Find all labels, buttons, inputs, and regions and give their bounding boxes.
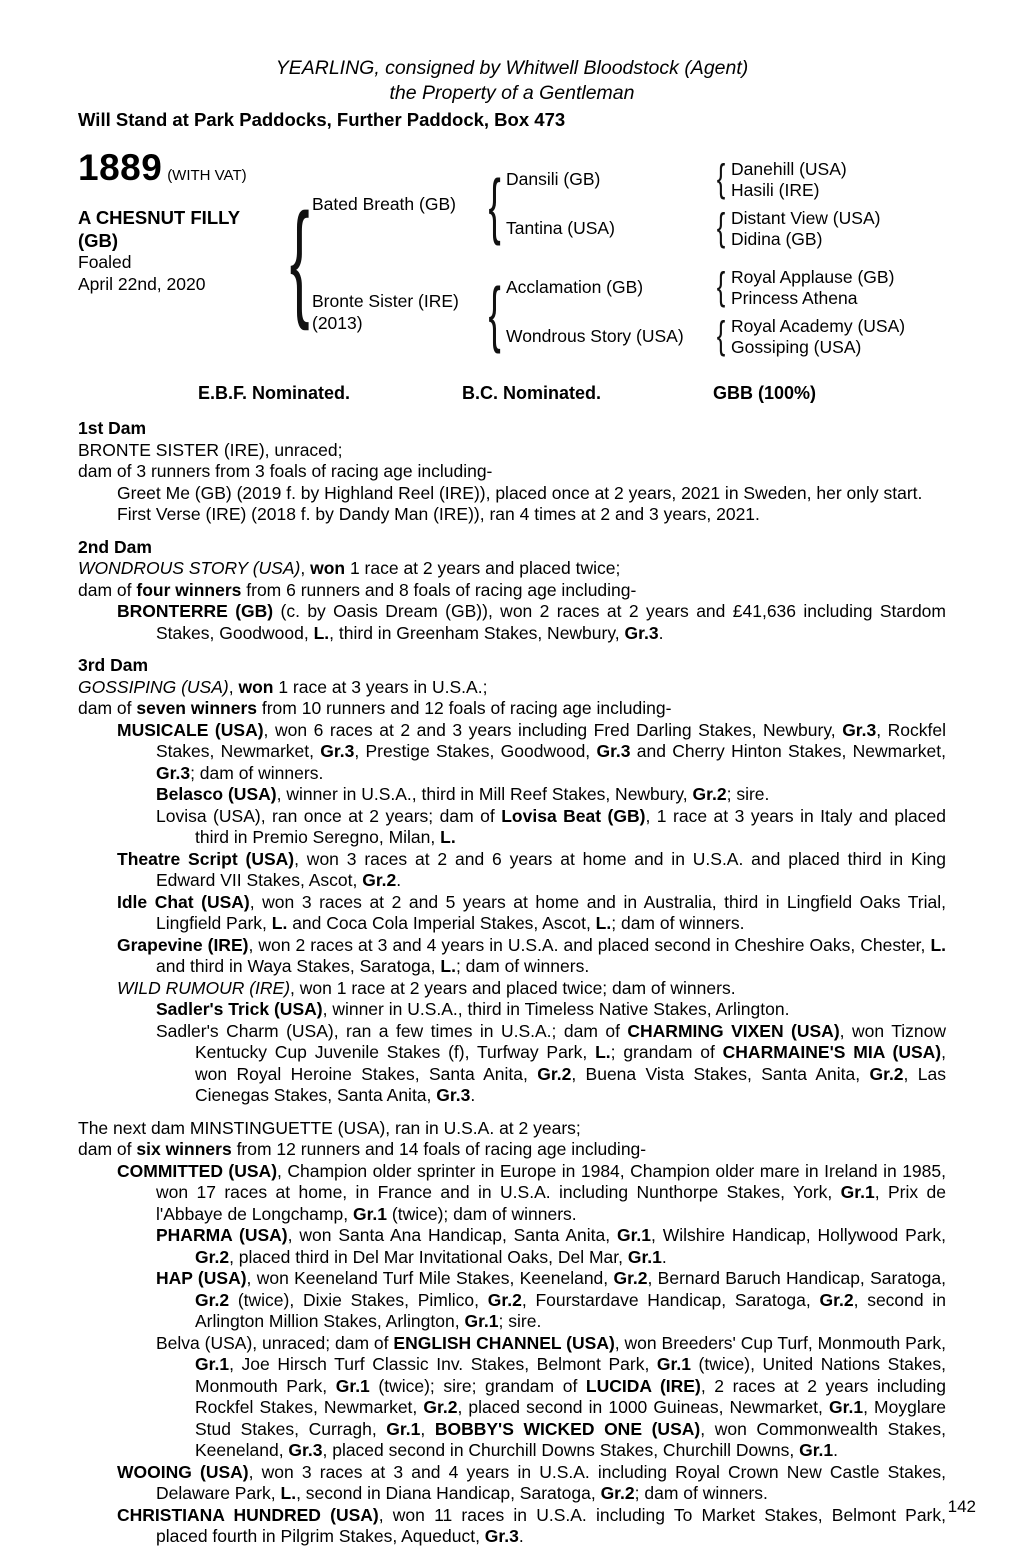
- maternal-grandsire-name: Acclamation (GB): [506, 277, 644, 298]
- text-run: and third in Waya Stakes, Saratoga,: [156, 956, 441, 976]
- dam-section-heading: 3rd Dam: [78, 655, 149, 675]
- text-run: The next dam MINSTINGUETTE (USA), ran in U.S.A. at 2 years;: [78, 1117, 581, 1138]
- emphasized-text: MUSICALE (USA): [117, 719, 264, 740]
- pedigree-paragraph: [78, 698, 946, 720]
- text-run: dam of: [78, 579, 137, 600]
- emphasized-text: L.: [595, 913, 612, 933]
- text-run: 1 race at 3 years in U.S.A.;: [273, 676, 488, 697]
- text-run: , Rockfel Stakes, Newmarket,: [156, 719, 947, 761]
- text-run: , Prix de l'Abbaye de Longchamp,: [156, 1182, 946, 1224]
- emphasized-text: Gr.3: [288, 1440, 323, 1460]
- emphasized-text: L.: [440, 956, 456, 976]
- text-run: , won 3 races at 3 and 4 years in U.S.A. including Royal Crown New Castle Stakes, Delaware Park,: [156, 1461, 946, 1503]
- emphasized-text: L.: [271, 913, 288, 933]
- paternal-granddam-name: Tantina (USA): [506, 218, 615, 239]
- emphasized-text: Lovisa Beat (GB): [501, 805, 646, 826]
- ebf-nomination: E.B.F. Nominated.: [198, 382, 351, 403]
- text-run: BRONTE SISTER (IRE), unraced;: [78, 439, 343, 460]
- text-run: 1 race at 2 years and placed twice;: [345, 558, 621, 578]
- emphasized-text: won: [238, 676, 274, 697]
- emphasized-text: six winners: [136, 1139, 232, 1159]
- pedigree-brace-outer-icon: [288, 224, 312, 294]
- text-run: , won Tiznow Kentucky Cup Juvenile Stakes (f), Turfway Park,: [195, 1020, 946, 1062]
- pedigree-paragraph: [78, 1225, 946, 1268]
- emphasized-text: Gr.2: [487, 1289, 522, 1310]
- maternal-granddam-name: Wondrous Story (USA): [506, 326, 684, 347]
- paternal-grandsire-branch: [506, 159, 880, 202]
- emphasized-text: Gr.3: [156, 762, 191, 783]
- pedigree-tree: [288, 151, 905, 367]
- emphasized-text: Gr.3: [624, 622, 659, 643]
- pedigree-brace-sire-icon: [484, 182, 506, 228]
- text-run: and Coca Cola Imperial Stakes, Ascot,: [287, 913, 596, 933]
- text-run: , 1 race at 3 years in Italy and placed third in Premio Seregno, Milan,: [195, 805, 946, 847]
- dam-section-heading: 2nd Dam: [78, 536, 152, 557]
- emphasized-text: Gr.2: [195, 1289, 230, 1310]
- dam-name-suffix: (2013): [312, 312, 363, 333]
- text-run: , Wilshire Handicap, Hollywood Park,: [651, 1225, 946, 1245]
- text-run: (twice), United Nations Stakes, Monmouth Park,: [195, 1354, 947, 1396]
- emphasized-text: Idle Chat (USA): [117, 891, 250, 912]
- emphasized-text: Gr.1: [386, 1418, 421, 1439]
- text-run: , Bernard Baruch Handicap, Saratoga,: [647, 1268, 946, 1288]
- emphasized-text: won: [310, 558, 346, 578]
- emphasized-text: Gr.1: [799, 1440, 834, 1460]
- text-run: from 12 runners and 14 foals of racing age including-: [231, 1139, 647, 1159]
- text-run: ; sire.: [498, 1311, 542, 1331]
- foaled-date: April 22nd, 2020: [78, 273, 206, 294]
- text-run: , second in Arlington Million Stakes, Arlington,: [195, 1289, 947, 1331]
- pedigree-paragraph: [78, 1268, 946, 1333]
- great-grandparent-name: Royal Academy (USA): [731, 315, 906, 336]
- consignor-line: YEARLING, consigned by Whitwell Bloodstock (Agent): [275, 57, 749, 79]
- sire-branch: [312, 156, 905, 254]
- text-run: .: [658, 622, 664, 643]
- emphasized-text: COMMITTED (USA): [117, 1160, 278, 1181]
- pedigree-paragraph: [78, 677, 946, 699]
- great-grandparent-name: Didina (GB): [731, 229, 823, 249]
- great-grandparents: [731, 208, 880, 251]
- pedigree-paragraph: [78, 461, 946, 483]
- pedigree-paragraph: [78, 806, 946, 849]
- text-run: , third in Greenham Stakes, Newbury,: [329, 622, 625, 643]
- text-run: ,: [228, 676, 239, 697]
- emphasized-text: Gr.3: [436, 1085, 471, 1105]
- text-run: First Verse (IRE) (2018 f. by Dandy Man (IRE)), ran 4 times at 2 and 3 years, 2021.: [117, 504, 760, 524]
- pedigree-paragraph: [78, 1505, 946, 1548]
- emphasized-text: CHRISTIANA HUNDRED (USA): [117, 1504, 379, 1525]
- text-run: , won Keeneland Turf Mile Stakes, Keeneland,: [246, 1268, 614, 1288]
- emphasized-text: Gr.2: [692, 784, 727, 804]
- text-run: , won 3 races at 2 and 5 years at home and in Australia, third in Lingfield Oaks Trial, Lingfield Park,: [156, 891, 946, 933]
- emphasized-text: ENGLISH CHANNEL (USA): [393, 1332, 615, 1353]
- text-run: Greet Me (GB) (2019 f. by Highland Reel (IRE)), placed once at 2 years, 2021 in Sweden, her only start.: [117, 482, 923, 503]
- text-run: , won Royal Heroine Stakes, Santa Anita,: [195, 1042, 946, 1084]
- pedigree-paragraph: [78, 1462, 946, 1505]
- pedigree-paragraph: [78, 601, 946, 644]
- dam-name: [312, 291, 484, 334]
- text-run: Sadler's Charm (USA), ran a few times in U.S.A.; dam of: [156, 1020, 628, 1041]
- pedigree-paragraph: [78, 999, 946, 1021]
- text-run: dam of: [78, 698, 137, 718]
- great-grandparents: [731, 267, 894, 310]
- emphasized-text: Gr.1: [195, 1354, 230, 1374]
- emphasized-text: Gr.2: [423, 1397, 458, 1417]
- pedigree-paragraph: [78, 483, 946, 505]
- pedigree-paragraph: [78, 558, 946, 580]
- emphasized-text: Gr.1: [335, 1375, 370, 1396]
- emphasized-text: Gr.1: [352, 1203, 388, 1224]
- text-run: from 6 runners and 8 foals of racing age including-: [241, 579, 637, 600]
- emphasized-text: Grapevine (IRE): [117, 934, 249, 955]
- sire-parents-column: [506, 156, 880, 254]
- emphasized-text: WILD RUMOUR (IRE): [117, 977, 291, 998]
- paternal-granddam-branch: [506, 208, 880, 251]
- emphasized-text: Gr.3: [320, 741, 355, 761]
- emphasized-text: Gr.2: [869, 1063, 904, 1084]
- emphasized-text: Theatre Script (USA): [117, 848, 295, 869]
- pedigree-brace-icon: [711, 165, 731, 195]
- page-number: 142: [947, 1497, 976, 1516]
- emphasized-text: WONDROUS STORY (USA): [78, 558, 301, 578]
- text-run: and Cherry Hinton Stakes, Newmarket,: [630, 741, 946, 761]
- pedigree-brace-icon: [711, 214, 731, 244]
- lot-vat-note: (WITH VAT): [167, 166, 247, 184]
- text-run: .: [833, 1440, 839, 1460]
- emphasized-text: CHARMING VIXEN (USA): [627, 1020, 840, 1041]
- text-run: , Prestige Stakes, Goodwood,: [354, 741, 597, 761]
- great-grandparents: [731, 316, 905, 359]
- emphasized-text: BOBBY'S WICKED ONE (USA): [434, 1418, 701, 1439]
- text-run: .: [396, 870, 402, 890]
- text-run: , Fourstardave Handicap, Saratoga,: [521, 1289, 820, 1310]
- pedigree-paragraph: [78, 1021, 946, 1107]
- pedigree-brace-icon: [711, 322, 731, 352]
- emphasized-text: Gr.1: [616, 1225, 652, 1245]
- text-run: , Joe Hirsch Turf Classic Inv. Stakes, Belmont Park,: [229, 1354, 657, 1374]
- nominations-row: [78, 383, 946, 405]
- text-run: , won 2 races at 3 and 4 years in U.S.A. and placed second in Cheshire Oaks, Chester,: [248, 934, 931, 955]
- emphasized-text: L.: [440, 827, 456, 847]
- great-grandparent-name: Princess Athena: [731, 288, 858, 308]
- text-run: , placed third in Del Mar Invitational Oaks, Del Mar,: [229, 1246, 628, 1267]
- emphasized-text: Gr.1: [464, 1311, 499, 1331]
- emphasized-text: Belasco (USA): [156, 784, 277, 804]
- text-run: .: [661, 1246, 667, 1267]
- emphasized-text: L.: [280, 1483, 297, 1503]
- property-line: the Property of a Gentleman: [389, 82, 635, 104]
- emphasized-text: Gr.1: [840, 1182, 875, 1202]
- text-run: (c. by Oasis Dream (GB)), won 2 races at 2 years and £41,636 including Stardom Stakes, Goodwood,: [156, 601, 946, 643]
- text-run: ; dam of winners.: [634, 1483, 768, 1503]
- dam-section-heading: 1st Dam: [78, 418, 147, 438]
- location-line: Will Stand at Park Paddocks, Further Paddock, Box 473: [78, 109, 566, 130]
- pedigree-paragraph: [78, 892, 946, 935]
- pedigree-brace-dam-icon: [484, 290, 506, 336]
- dam-branch: [312, 264, 905, 362]
- emphasized-text: L.: [595, 1042, 611, 1062]
- text-run: ; dam of winners.: [455, 956, 590, 976]
- text-run: , won Santa Ana Handicap, Santa Anita,: [287, 1225, 617, 1245]
- text-run: , winner in U.S.A., third in Timeless Native Stakes, Arlington.: [322, 999, 790, 1019]
- emphasized-text: Gr.3: [484, 1526, 519, 1546]
- text-run: ,: [300, 558, 311, 578]
- emphasized-text: seven winners: [136, 698, 257, 718]
- paternal-grandsire-name: Dansili (GB): [506, 169, 601, 190]
- great-grandparent-name: Danehill (USA): [731, 158, 847, 179]
- emphasized-text: Gr.2: [195, 1246, 230, 1267]
- text-run: .: [518, 1526, 524, 1546]
- text-run: (twice), Dixie Stakes, Pimlico,: [229, 1289, 488, 1310]
- emphasized-text: CHARMAINE'S MIA (USA): [722, 1042, 942, 1062]
- maternal-granddam-branch: [506, 316, 905, 359]
- text-run: , placed second in Churchill Downs Stakes, Churchill Downs,: [322, 1440, 800, 1460]
- text-run: , won 3 races at 2 and 6 years at home and in U.S.A. and placed third in King Edward VII Stakes, Ascot,: [156, 848, 947, 890]
- dam-name-text: Bronte Sister (IRE): [312, 291, 459, 311]
- sire-name: [312, 194, 484, 216]
- sire-name-text: Bated Breath (GB): [312, 193, 456, 214]
- horse-description-line1: A CHESNUT FILLY: [78, 207, 241, 228]
- great-grandparent-name: Distant View (USA): [731, 207, 881, 228]
- lot-block: [78, 146, 288, 367]
- emphasized-text: Gr.1: [656, 1354, 691, 1374]
- great-grandparent-name: Gossiping (USA): [731, 337, 862, 357]
- text-run: ; sire.: [726, 784, 770, 804]
- text-run: , won 1 race at 2 years and placed twice; dam of winners.: [290, 977, 736, 998]
- horse-description-line2: (GB): [78, 230, 119, 251]
- pedigree-paragraph: [78, 935, 946, 978]
- pedigree-paragraph: [78, 1118, 946, 1140]
- pedigree-paragraph: [78, 504, 946, 526]
- emphasized-text: BRONTERRE (GB): [117, 601, 274, 621]
- text-run: , placed second in 1000 Guineas, Newmarket,: [457, 1397, 829, 1417]
- emphasized-text: HAP (USA): [156, 1268, 247, 1288]
- pedigree-section: [78, 146, 946, 367]
- text-run: , won 11 races in U.S.A. including To Market Stakes, Belmont Park, placed fourth in Pilgrim Stakes, Aqueduct,: [156, 1504, 946, 1546]
- pedigree-paragraph: [78, 1333, 946, 1462]
- pedigree-paragraph: [78, 720, 946, 785]
- catalogue-body: [78, 418, 946, 1548]
- great-grandparent-name: Royal Applause (GB): [731, 266, 895, 287]
- pedigree-paragraph: [78, 440, 946, 462]
- text-run: (twice); sire; grandam of: [369, 1375, 586, 1396]
- emphasized-text: PHARMA (USA): [156, 1225, 288, 1245]
- great-grandparent-name: Hasili (IRE): [731, 180, 820, 200]
- text-run: ,: [420, 1418, 435, 1439]
- emphasized-text: Sadler's Trick (USA): [156, 999, 323, 1019]
- emphasized-text: Gr.1: [829, 1397, 864, 1417]
- emphasized-text: Gr.2: [600, 1483, 635, 1503]
- text-run: dam of: [78, 1139, 137, 1159]
- emphasized-text: Gr.2: [362, 870, 397, 890]
- pedigree-brace-icon: [711, 273, 731, 303]
- text-run: ; grandam of: [610, 1042, 723, 1062]
- emphasized-text: Gr.3: [596, 741, 631, 761]
- emphasized-text: Gr.3: [842, 719, 877, 740]
- emphasized-text: L.: [313, 622, 330, 643]
- emphasized-text: Gr.2: [613, 1268, 648, 1288]
- text-run: from 10 runners and 12 foals of racing age including-: [257, 698, 672, 718]
- text-run: ; dam of winners.: [611, 913, 745, 933]
- generation1-column: [312, 151, 905, 367]
- text-run: , Buena Vista Stakes, Santa Anita,: [571, 1063, 870, 1084]
- pedigree-paragraph: [78, 1139, 946, 1161]
- emphasized-text: four winners: [136, 579, 242, 600]
- text-run: , Champion older sprinter in Europe in 1984, Champion older mare in Ireland in 1985, won 17 races at home, in France and in U.S.A. including Nunthorpe Stakes, York,: [156, 1160, 946, 1202]
- text-run: , second in Diana Handicap, Saratoga,: [296, 1483, 601, 1503]
- emphasized-text: WOOING (USA): [117, 1461, 249, 1482]
- emphasized-text: GOSSIPING (USA): [78, 676, 229, 697]
- foaled-label: Foaled: [78, 252, 132, 272]
- emphasized-text: Gr.2: [537, 1063, 572, 1084]
- text-run: ; dam of winners.: [190, 762, 324, 783]
- dam-parents-column: [506, 264, 905, 362]
- emphasized-text: Gr.2: [819, 1289, 854, 1310]
- lot-number: 1889: [78, 146, 163, 188]
- text-run: , Las Cienegas Stakes, Santa Anita,: [195, 1063, 946, 1105]
- pedigree-paragraph: [78, 784, 946, 806]
- text-run: (twice); dam of winners.: [387, 1203, 577, 1224]
- pedigree-paragraph: [78, 1161, 946, 1226]
- emphasized-text: L.: [930, 934, 946, 955]
- text-run: , won 6 races at 2 and 3 years including Fred Darling Stakes, Newbury,: [263, 719, 843, 740]
- pedigree-paragraph: [78, 849, 946, 892]
- gbb-status: GBB (100%): [712, 382, 816, 403]
- emphasized-text: LUCIDA (IRE): [585, 1375, 701, 1396]
- maternal-grandsire-branch: [506, 267, 905, 310]
- text-run: .: [470, 1085, 476, 1105]
- text-run: Belva (USA), unraced; dam of: [156, 1332, 394, 1353]
- text-run: dam of 3 runners from 3 foals of racing age including-: [78, 461, 493, 481]
- pedigree-paragraph: [78, 978, 946, 1000]
- great-grandparents: [731, 159, 847, 202]
- horse-description: [78, 206, 288, 252]
- pedigree-paragraph: [78, 580, 946, 602]
- text-run: , won Breeders' Cup Turf, Monmouth Park,: [614, 1332, 947, 1353]
- bc-nomination: B.C. Nominated.: [461, 382, 601, 403]
- text-run: , Moyglare Stud Stakes, Curragh,: [195, 1397, 947, 1439]
- text-run: Lovisa (USA), ran once at 2 years; dam of: [156, 805, 502, 826]
- lot-line: [78, 146, 288, 188]
- text-run: , won Commonwealth Stakes, Keeneland,: [195, 1418, 946, 1460]
- emphasized-text: Gr.1: [627, 1246, 662, 1267]
- text-run: , 2 races at 2 years including Rockfel Stakes, Newmarket,: [195, 1375, 947, 1417]
- text-run: , winner in U.S.A., third in Mill Reef Stakes, Newbury,: [276, 784, 693, 804]
